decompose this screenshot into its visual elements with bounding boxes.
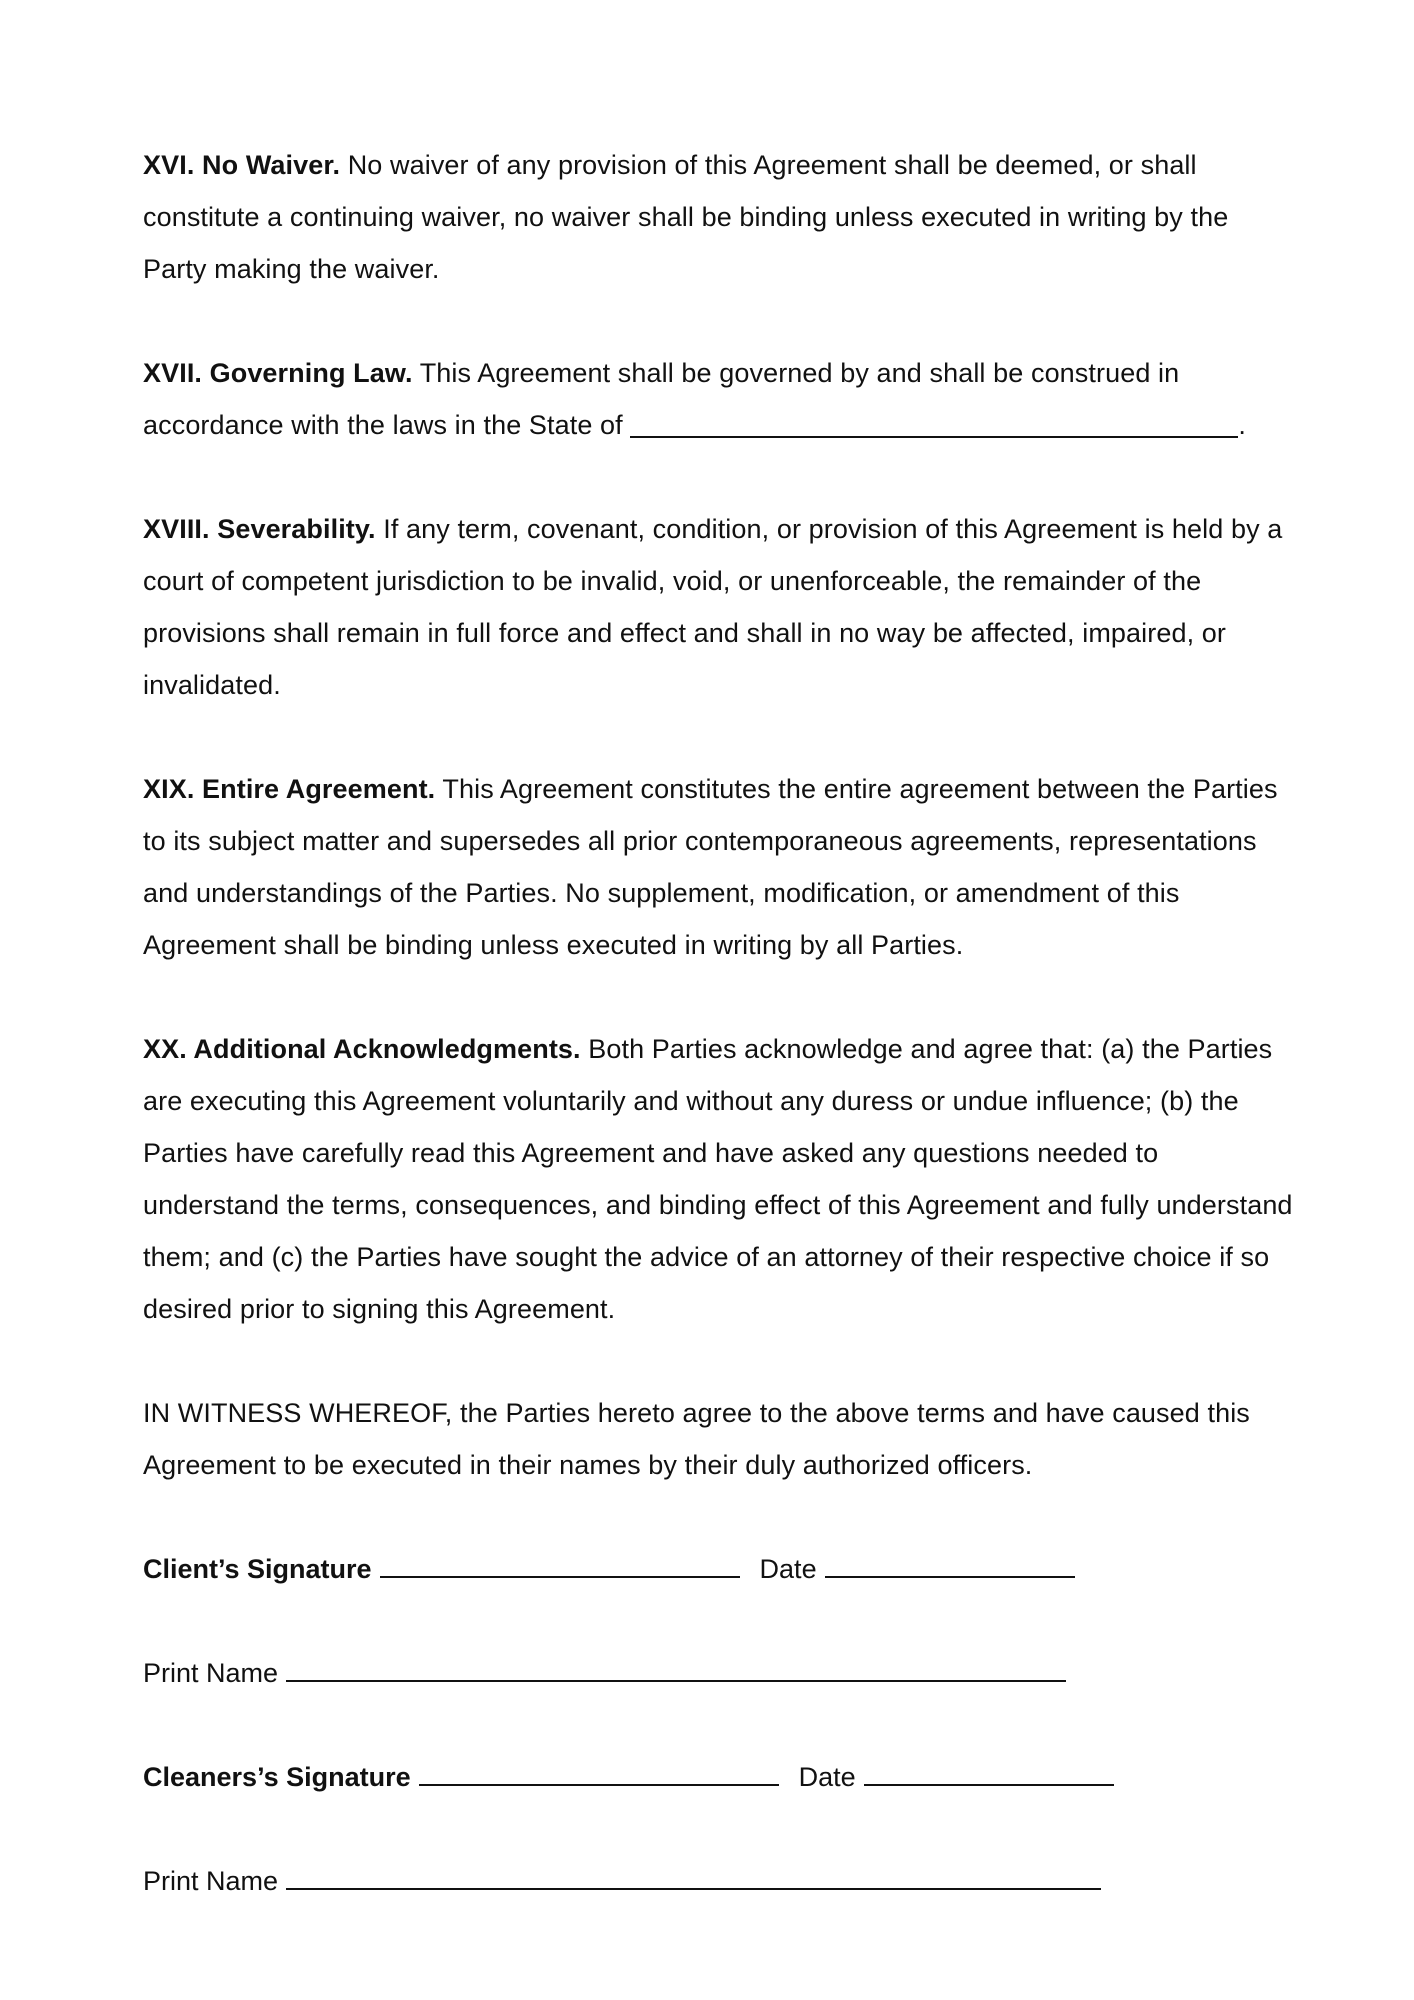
cleaner-date-line[interactable] <box>864 1754 1114 1786</box>
clause-text: If any term, covenant, condition, or provision of this Agreement is held by a court of competent jurisdiction to be invalid, void, or unenforceable, the remainder of the provisions shall remain in full force and effect and shall in no way be affected, impaired, or invalidated. <box>143 514 1283 700</box>
clause-heading: XVIII. Severability. <box>143 514 376 544</box>
cleaner-print-name-row <box>143 1855 1293 1907</box>
client-print-name-line[interactable] <box>286 1650 1066 1682</box>
cleaner-signature-label: Cleaners’s Signature <box>143 1762 411 1792</box>
client-signature-label: Client’s Signature <box>143 1554 372 1584</box>
clause-text: No waiver of any provision of this Agreement shall be deemed, or shall constitute a continuing waiver, no waiver shall be binding unless executed in writing by the Party making the waiver. <box>143 150 1229 284</box>
clause-heading: XVII. Governing Law. <box>143 358 413 388</box>
clause-heading: XVI. No Waiver. <box>143 150 341 180</box>
cleaner-date-label: Date <box>798 1762 856 1792</box>
cleaner-signature-row <box>143 1751 1293 1803</box>
client-signature-line[interactable] <box>380 1546 740 1578</box>
clause-governing-law <box>143 347 1293 451</box>
clause-no-waiver <box>143 139 1293 295</box>
cleaner-signature-line[interactable] <box>419 1754 779 1786</box>
client-signature-row <box>143 1543 1293 1595</box>
clause-heading: XIX. Entire Agreement. <box>143 774 436 804</box>
cleaner-print-name-line[interactable] <box>286 1858 1101 1890</box>
clause-heading: XX. Additional Acknowledgments. <box>143 1034 581 1064</box>
clause-severability <box>143 503 1293 711</box>
witness-statement: IN WITNESS WHEREOF, the Parties hereto agree to the above terms and have caused this Agreement to be executed in their names by their duly authorized officers. <box>143 1398 1250 1480</box>
state-blank-line[interactable] <box>630 406 1238 438</box>
clause-additional-acknowledgments <box>143 1023 1293 1335</box>
clause-text: Both Parties acknowledge and agree that: (a) the Parties are executing this Agreement voluntarily and without any duress or undue influence; (b) the Parties have carefully read this Agreement and have asked any questions needed to understand the terms, consequences, and binding effect of this Agreement and fully understand them; and (c) the Parties have sought the advice of an attorney of their respective choice if so desired prior to signing this Agreement. <box>143 1034 1293 1324</box>
client-print-name-row <box>143 1647 1293 1699</box>
clause-entire-agreement <box>143 763 1293 971</box>
clause-text: This Agreement constitutes the entire agreement between the Parties to its subject matter and supersedes all prior contemporaneous agreements, representations and understandings of the Parties. No supplement, modification, or amendment of this Agreement shall be binding unless executed in writing by all Parties. <box>143 774 1278 960</box>
client-date-line[interactable] <box>825 1546 1075 1578</box>
cleaner-print-name-label: Print Name <box>143 1866 279 1896</box>
clause-suffix: . <box>1238 410 1246 440</box>
document-page <box>143 139 1293 1959</box>
client-print-name-label: Print Name <box>143 1658 279 1688</box>
client-date-label: Date <box>759 1554 817 1584</box>
clause-text: This Agreement shall be governed by and shall be construed in accordance with the laws in the State of <box>143 358 1180 440</box>
